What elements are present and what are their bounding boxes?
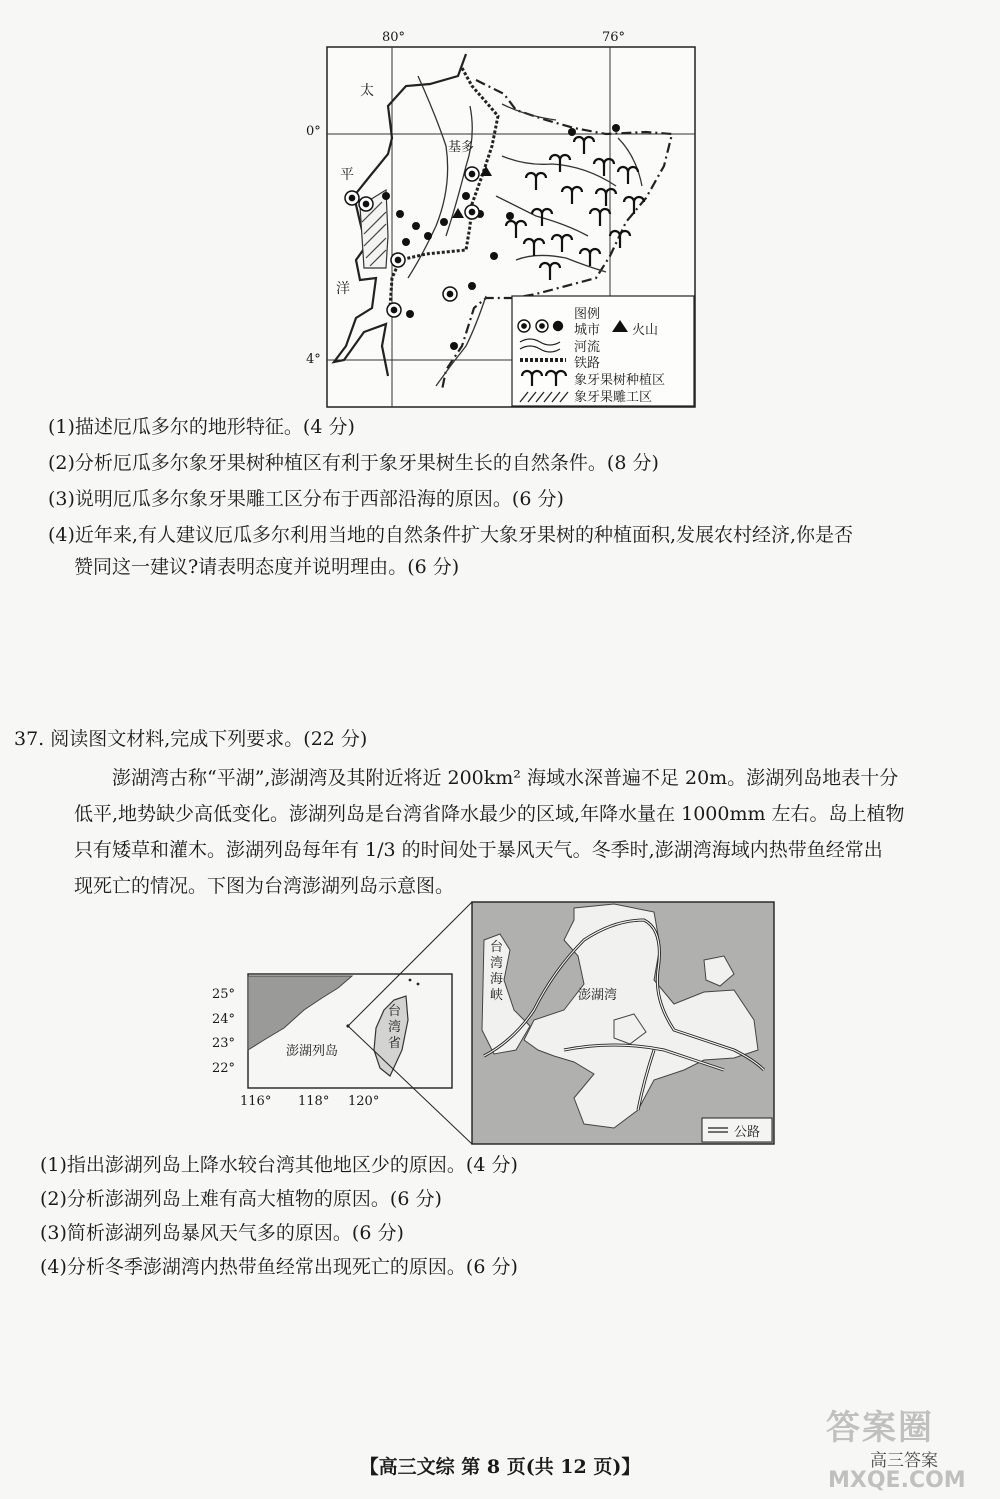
lat-label-25: 25°: [212, 987, 236, 1002]
legend-railway-label: 铁路: [574, 356, 601, 371]
q37-para-line-1: 澎湖湾古称“平湖”,澎湖湾及其附近将近 200km² 海域水深普遍不足 20m。澎湖列岛地表十分: [112, 767, 899, 789]
watermark-bottom-text: MXQE.COM: [828, 1468, 966, 1493]
legend-road-label: 公路: [734, 1125, 761, 1140]
legend-plantation-label: 象牙果树种植区: [574, 373, 666, 388]
taiwan-char-2: 湾: [388, 1020, 402, 1035]
q37-item-3: (3)简析澎湖列岛暴风天气多的原因。(6 分): [40, 1222, 404, 1244]
q36-item-1: (1)描述厄瓜多尔的地形特征。(4 分): [48, 416, 355, 438]
legend-river-label: 河流: [574, 340, 601, 355]
q36-item-2: (2)分析厄瓜多尔象牙果树种植区有利于象牙果树生长的自然条件。(8 分): [48, 452, 659, 474]
legend-city-label: 城市: [574, 323, 601, 338]
strait-char-4: 峡: [490, 988, 504, 1003]
lat-label-4: 4°: [306, 352, 321, 367]
q37-item-1: (1)指出澎湖列岛上降水较台湾其他地区少的原因。(4 分): [40, 1154, 518, 1176]
watermark-logo: [820, 1400, 998, 1496]
strait-char-2: 湾: [490, 956, 504, 971]
strait-char-3: 海: [490, 972, 504, 987]
legend-city-symbol: [518, 320, 563, 332]
q37-para-line-4: 现死亡的情况。下图为台湾澎湖列岛示意图。: [74, 875, 455, 897]
q37-para-line-2: 低平,地势缺少高低变化。澎湖列岛是台湾省降水最少的区域,年降水量在 1000mm 左右。岛上植物: [74, 803, 905, 825]
q37-material: [74, 760, 984, 904]
lon-label-120: 120°: [348, 1094, 380, 1109]
legend-carving-label: 象牙果雕工区: [574, 390, 653, 405]
q36-item-3: (3)说明厄瓜多尔象牙果雕工区分布于西部沿海的原因。(6 分): [48, 488, 564, 510]
ocean-char-3: 洋: [336, 281, 350, 297]
penghu-map: [234, 900, 776, 1146]
page-footer: 【高三文综 第 8 页(共 12 页)】: [359, 1456, 641, 1478]
penghu-bay-label: 澎湖湾: [578, 988, 618, 1003]
quito-label: 基多: [448, 140, 475, 155]
q37-item-4: (4)分析冬季澎湖湾内热带鱼经常出现死亡的原因。(6 分): [40, 1256, 518, 1278]
penghu-islands-label: 澎湖列岛: [286, 1044, 339, 1059]
lon-label-80: 80°: [382, 30, 406, 45]
lon-label-118: 118°: [298, 1094, 330, 1109]
ocean-char-1: 太: [360, 83, 374, 99]
lat-label-23: 23°: [212, 1036, 236, 1051]
ocean-char-2: 平: [340, 167, 354, 183]
taiwan-char-1: 台: [388, 1004, 402, 1019]
lat-label-24: 24°: [212, 1012, 236, 1027]
watermark-side-text: 高三答案: [870, 1451, 938, 1471]
q36-item-4-cont: 赞同这一建议?请表明态度并说明理由。(6 分): [74, 556, 460, 578]
strait-char-1: 台: [490, 940, 504, 955]
lat-label-0: 0°: [306, 124, 321, 139]
legend-title: 图例: [574, 307, 601, 322]
lon-label-116: 116°: [240, 1094, 272, 1109]
q37-heading: 37. 阅读图文材料,完成下列要求。(22 分): [14, 728, 368, 750]
lon-label-76: 76°: [602, 30, 626, 45]
lat-label-22: 22°: [212, 1061, 236, 1076]
ecuador-map: [326, 46, 696, 408]
q36-item-4: (4)近年来,有人建议厄瓜多尔利用当地的自然条件扩大象牙果树的种植面积,发展农村经济,你是否: [48, 524, 854, 546]
taiwan-char-3: 省: [388, 1036, 402, 1051]
watermark-top-text: 答案圈: [826, 1408, 934, 1448]
q37-item-2: (2)分析澎湖列岛上难有高大植物的原因。(6 分): [40, 1188, 442, 1210]
legend-volcano-label: 火山: [632, 323, 659, 338]
q37-para-line-3: 只有矮草和灌木。澎湖列岛每年有 1/3 的时间处于暴风天气。冬季时,澎湖湾海域内热带鱼经常出: [74, 839, 883, 861]
